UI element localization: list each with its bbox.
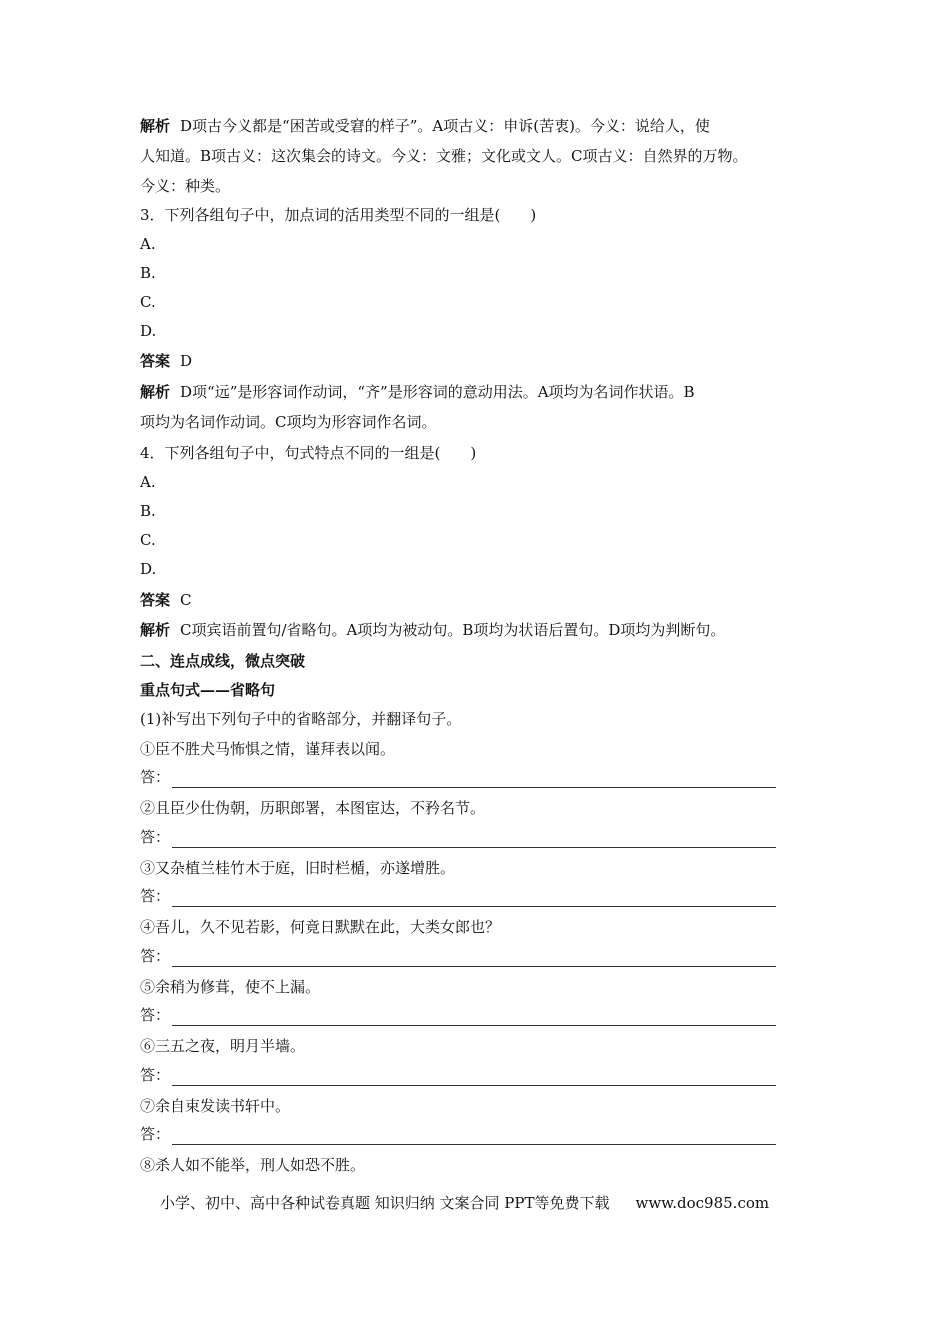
analysis-label: 解析 — [140, 117, 171, 135]
answer-prefix: 答： — [140, 887, 171, 905]
answer-prefix: 答： — [140, 947, 171, 965]
analysis-line-2: 人知道。B项古义：这次集会的诗文。今义：文雅；文化或文人。C项古义：自然界的万物。 — [140, 147, 748, 165]
page-footer — [160, 1192, 769, 1214]
question-4-option-b: B. — [140, 502, 156, 520]
answer-line-7 — [140, 1123, 830, 1145]
analysis-text: C项宾语前置句/省略句。A项均为被动句。B项均为状语后置句。D项均为判断句。 — [180, 621, 726, 639]
question-3-option-c: C. — [140, 293, 156, 311]
answer-value: D — [180, 352, 193, 370]
footer-text: 小学、初中、高中各种试卷真题 知识归纳 文案合同 PPT等免费下载 — [160, 1194, 610, 1212]
question-4-option-c: C. — [140, 531, 156, 549]
question-4-option-d: D. — [140, 560, 157, 578]
section-heading: 二、连点成线，微点突破 — [140, 652, 306, 670]
analysis-label: 解析 — [140, 621, 171, 639]
answer-blank[interactable] — [172, 1128, 776, 1145]
answer-blank[interactable] — [172, 831, 776, 848]
footer-url[interactable]: www.doc985.com — [635, 1194, 770, 1212]
answer-blank[interactable] — [172, 1009, 776, 1026]
question-4-analysis — [140, 619, 830, 641]
question-4: 4．下列各组句子中，句式特点不同的一组是( ) — [140, 444, 477, 462]
answer-line-3 — [140, 885, 830, 907]
answer-blank[interactable] — [172, 950, 776, 967]
answer-blank[interactable] — [172, 1069, 776, 1086]
answer-label: 答案 — [140, 591, 171, 609]
analysis-line-1 — [140, 115, 830, 137]
question-3-option-b: B. — [140, 264, 156, 282]
answer-line-1 — [140, 766, 830, 788]
answer-prefix: 答： — [140, 768, 171, 786]
question-3-analysis-1 — [140, 381, 830, 403]
exercise-5: ⑤余稍为修葺，使不上漏。 — [140, 978, 321, 996]
exercise-1: ①臣不胜犬马怖惧之情，谨拜表以闻。 — [140, 740, 396, 758]
question-3-analysis-2: 项均为名词作动词。C项均为形容词作名词。 — [140, 413, 437, 431]
exercise-3: ③又杂植兰桂竹木于庭，旧时栏楯，亦遂增胜。 — [140, 859, 456, 877]
answer-value: C — [180, 591, 192, 609]
exercise-6: ⑥三五之夜，明月半墙。 — [140, 1037, 306, 1055]
answer-prefix: 答： — [140, 1006, 171, 1024]
exercise-2: ②且臣少仕伪朝，历职郎署，本图宦达，不矜名节。 — [140, 799, 486, 817]
analysis-label: 解析 — [140, 383, 171, 401]
exercise-8: ⑧杀人如不能举，刑人如恐不胜。 — [140, 1156, 366, 1174]
answer-line-2 — [140, 826, 830, 848]
exercise-4: ④吾儿，久不见若影，何竟日默默在此，大类女郎也？ — [140, 918, 501, 936]
answer-blank[interactable] — [172, 771, 776, 788]
analysis-text: D项古今义都是“困苦或受窘的样子”。A项古义：申诉(苦衷)。今义：说给人，使 — [180, 117, 710, 135]
question-3: 3．下列各组句子中，加点词的活用类型不同的一组是( ) — [140, 206, 537, 224]
question-3-answer — [140, 350, 830, 372]
question-3-option-a: A. — [140, 235, 156, 253]
analysis-line-3: 今义：种类。 — [140, 177, 231, 195]
answer-blank[interactable] — [172, 890, 776, 907]
answer-prefix: 答： — [140, 828, 171, 846]
exercise-7: ⑦余自束发读书轩中。 — [140, 1097, 291, 1115]
answer-label: 答案 — [140, 352, 171, 370]
answer-line-5 — [140, 1004, 830, 1026]
analysis-text: D项“远”是形容词作动词，“齐”是形容词的意动用法。A项均为名词作状语。B — [180, 383, 695, 401]
answer-line-6 — [140, 1064, 830, 1086]
question-4-answer — [140, 589, 830, 611]
question-3-option-d: D. — [140, 322, 157, 340]
answer-prefix: 答： — [140, 1125, 171, 1143]
subsection-heading: 重点句式——省略句 — [140, 681, 276, 699]
instruction: (1)补写出下列句子中的省略部分，并翻译句子。 — [140, 710, 462, 728]
question-4-option-a: A. — [140, 473, 156, 491]
answer-line-4 — [140, 945, 830, 967]
answer-prefix: 答： — [140, 1066, 171, 1084]
